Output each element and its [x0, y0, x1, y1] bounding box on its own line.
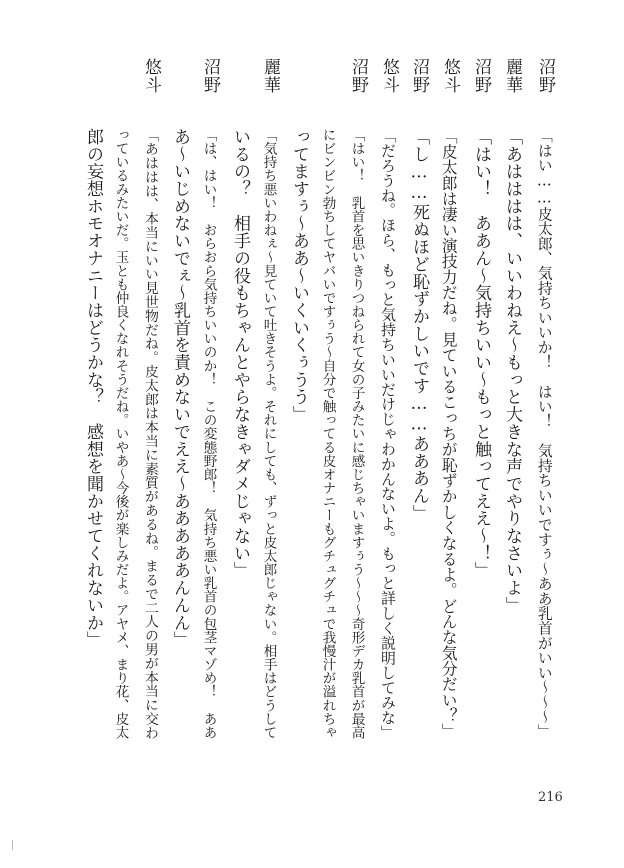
speaker-label: 麗華 — [502, 58, 522, 94]
dialogue-line: 「はい！ ああん〜気持ちいい〜もっと触ってええ〜！」 — [471, 128, 491, 580]
speaker-label: 麗華 — [260, 58, 280, 94]
dialogue-line: 「あはははは、いいわねえ〜もっと大きな声でやりなさいよ」 — [502, 128, 522, 614]
speaker-label: 悠斗 — [379, 58, 399, 94]
dialogue-line: ってますぅ〜ああ〜いくいくぅうう」 — [289, 128, 309, 423]
dialogue-line: 「はい……皮太郎、気持ちいいか！ はい！ 気持ちいいですぅ〜ああ乳首がいい〜〜〜」 — [535, 128, 553, 739]
page-edge-mark — [12, 840, 13, 850]
dialogue-line: 「気持ち悪いわねぇ〜見ていて吐きそうよ。それにしても、ずっと皮太郎じゃない。相手はどうして — [260, 128, 277, 740]
dialogue-line: っているみたいだ。玉とも仲良くなれそうだね。いやあ〜今後が楽しみだよ。アヤメ、まり花、皮太 — [112, 128, 129, 740]
speaker-label: 悠斗 — [440, 58, 460, 94]
speaker-label: 沼野 — [348, 58, 368, 94]
dialogue-line: 「だろうね。ほら、もっと気持ちいいだけじゃわかんないよ。もっと詳しく説明してみな」 — [378, 128, 397, 740]
speaker-label: 沼野 — [200, 58, 220, 94]
dialogue-line: 「皮太郎は凄い演技力だね。見ているこっちが恥ずかしくなるよ。どんな気分だい？」 — [439, 128, 459, 740]
speaker-label: 沼野 — [409, 58, 429, 94]
speaker-label: 沼野 — [535, 58, 555, 94]
dialogue-line: 「は、はい！ おらおら気持ちいいのか！ この変態野郎！ 気持ち悪い乳首の包茎マゾめ！ ああ — [200, 128, 217, 740]
page-number: 216 — [538, 790, 563, 805]
dialogue-line: 「あははは、本当にいい見世物だね。皮太郎は本当に素質があるね。まるで二人の男が本当に交わ — [141, 128, 158, 740]
speaker-label: 悠斗 — [141, 58, 161, 94]
dialogue-line: 「し……死ぬほど恥ずかしいです……あああん」 — [409, 128, 429, 522]
speaker-label: 沼野 — [471, 58, 491, 94]
dialogue-line: 「はい！ 乳首を思いきりつねられて女の子みたいに感じちゃいますぅう〜〜〜奇形デカ乳首が最高 — [348, 128, 365, 740]
dialogue-line: いるの？ 相手の役もちゃんとやらなきゃダメじゃない」 — [230, 128, 250, 580]
dialogue-line: にビンビン勃ちしてヤバいですぅう〜自分で触ってる皮オナニーもグチュグチュで我慢汁が溢れちゃ — [319, 128, 336, 740]
dialogue-line: 郎の妄想ホモオナニーはどうかな？ 感想を聞かせてくれないか」 — [83, 128, 103, 649]
dialogue-line: あ〜いじめないでぇ〜乳首を責めないでええ〜あああああんんん」 — [170, 128, 190, 649]
